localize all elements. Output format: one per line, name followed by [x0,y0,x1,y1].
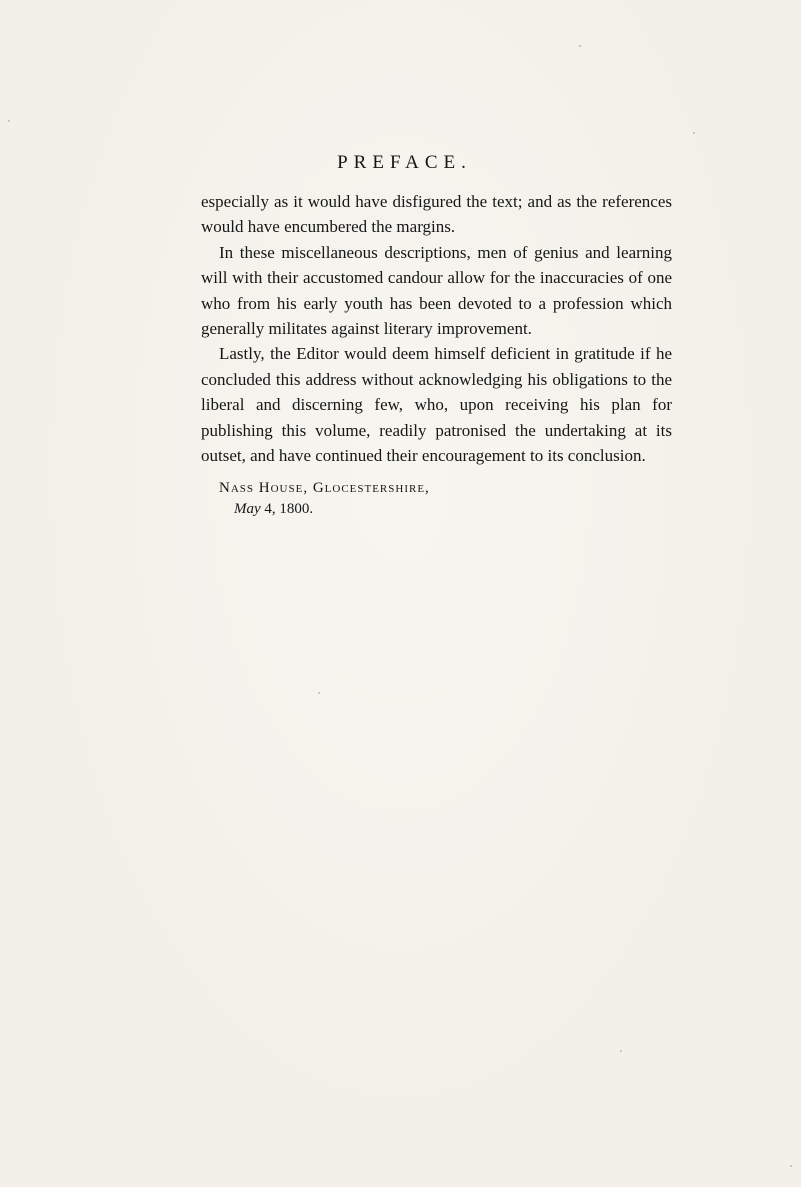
page-heading: PREFACE. [337,152,472,173]
paper-speck [693,132,695,134]
signature-month: May [234,501,261,517]
preface-body [201,189,672,468]
signature-place: Nass House, Glocestershire, [219,480,430,496]
paragraph-continued: especially as it would have disfigured the text; and as the references would have encumbered the margins. [201,192,672,237]
signature-day-year: 4, 1800. [264,501,314,517]
paper-speck [318,692,320,694]
paper-speck [579,45,581,47]
paragraph: Lastly, the Editor would deem himself deficient in gratitude if he concluded this address without acknowledging his obligations to the liberal and discerning few, who, upon receiving his plan for publishing this volume, readily patronised the undertaking at its outset, and have continued their encouragement to its conclusion. [201,344,672,466]
signature-block [219,478,430,520]
paper-speck [790,1165,792,1167]
paragraph: In these miscellaneous descriptions, men of genius and learning will with their accustomed candour allow for the inaccuracies of one who from his early youth has been devoted to a profession which generally militates against literary improvement. [201,242,672,339]
paper-speck [8,120,10,122]
paper-speck [620,1050,622,1052]
signature-date [219,499,430,520]
